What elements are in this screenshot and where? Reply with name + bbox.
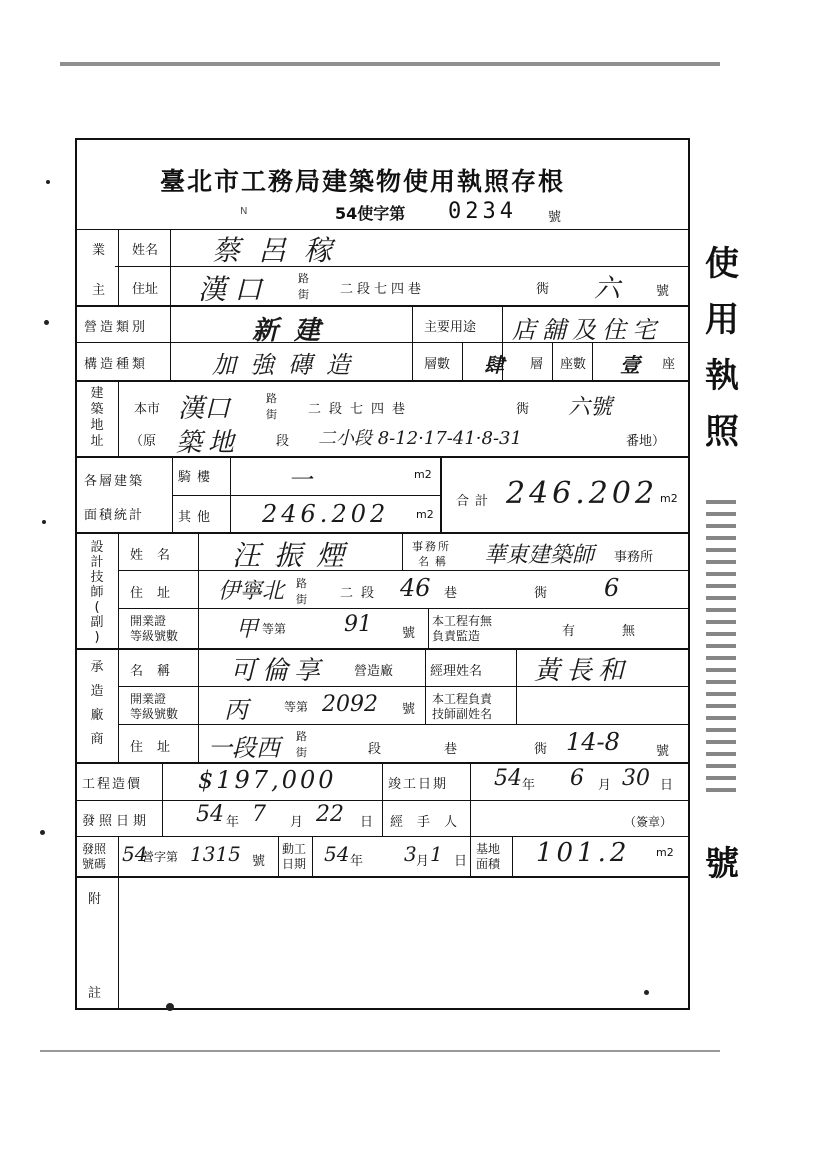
designer-license-number: 91 <box>344 612 372 637</box>
side-stamp-char-3: 執 <box>705 356 739 396</box>
supervise-yes: 有 <box>562 624 576 639</box>
speck <box>644 990 649 995</box>
side-stamp-char-4: 照 <box>705 412 739 452</box>
supervise-label-1: 本工程有無 <box>432 614 493 628</box>
contractor-road-label: 路 <box>296 730 307 743</box>
site-street: 漢口 <box>178 394 231 424</box>
contractor-firm-suffix: 營造廠 <box>354 664 394 679</box>
supervise-label-2: 負責監造 <box>432 629 481 643</box>
owner-street-label: 街 <box>298 288 309 301</box>
site-alley-label: 衖 <box>516 402 530 417</box>
floors-label: 層數 <box>424 357 451 372</box>
site-area-label-1: 基地 <box>476 842 501 856</box>
start-date-label-1: 動工 <box>282 842 307 856</box>
owner-label-1: 業 <box>92 243 106 258</box>
top-edge-noise <box>60 62 720 66</box>
contractor-lane-label: 巷 <box>444 742 458 757</box>
contractor-license-label-1: 開業證 <box>130 692 167 706</box>
arcade-label: 騎樓 <box>178 470 217 485</box>
area-label-1: 各層建築 <box>84 474 145 489</box>
site-area-label-2: 面積 <box>476 857 501 871</box>
completion-month: 6 <box>570 766 584 791</box>
contractor-manager: 黃長和 <box>534 656 631 686</box>
designer-address-street: 伊寧北 <box>218 579 285 604</box>
total-label: 合計 <box>456 494 495 509</box>
floors-value: 肆 <box>484 353 504 377</box>
site-alley-number: 六號 <box>568 395 613 420</box>
site-road-label: 路 <box>266 392 277 405</box>
permit-number-value: 0234 <box>448 199 517 224</box>
issue-month-label: 月 <box>290 815 304 830</box>
speck <box>40 830 45 835</box>
start-month-label: 月 <box>416 854 430 869</box>
owner-label-2: 主 <box>92 283 106 298</box>
issue-year: 54 <box>196 802 224 827</box>
other-label: 其他 <box>178 510 217 525</box>
issue-day-label: 日 <box>360 815 374 830</box>
completion-year: 54 <box>494 766 522 791</box>
designer-license-label-1: 開業證 <box>130 614 167 628</box>
site-original-subsection: 二小段 8-12·17-41·8-31 <box>318 428 522 449</box>
contractor-license-mid: 等第 <box>284 700 309 714</box>
other-value: 246.202 <box>262 500 390 528</box>
contractor-license-grade: 丙 <box>224 696 248 724</box>
owner-name-label: 姓名 <box>132 243 159 258</box>
designer-license-mid: 等第 <box>262 622 287 636</box>
issue-date-label: 發照日期 <box>82 814 151 829</box>
issue-month: 7 <box>252 802 266 827</box>
owner-section-label: 二段七四巷 <box>340 282 426 297</box>
permit-number-suffix-2: 號 <box>252 854 266 869</box>
site-label: 建 築 地 址 <box>90 386 104 449</box>
area-label-2: 面積統計 <box>84 508 145 523</box>
completion-month-label: 月 <box>598 778 612 793</box>
contractor-address-street: 一段西 <box>208 734 280 762</box>
contractor-license-number: 2092 <box>322 692 378 717</box>
start-day-label: 日 <box>454 854 468 869</box>
permit-number-label-1: 發照 <box>82 842 107 856</box>
arcade-value: 一 <box>288 466 312 494</box>
designer-firm-suffix: 事務所 <box>614 550 654 565</box>
owner-alley-label: 衖 <box>536 282 550 297</box>
permit-number-value-2: 1315 <box>190 842 241 866</box>
structure-label: 構造種類 <box>84 357 149 372</box>
designer-lane: 46 <box>400 574 431 602</box>
site-original-section-label: 段 <box>276 434 290 449</box>
start-month: 3 <box>404 842 417 866</box>
owner-address-label: 住址 <box>132 282 159 297</box>
arcade-unit: m2 <box>414 468 432 481</box>
start-day: 1 <box>430 842 443 866</box>
owner-road-label: 路 <box>298 272 309 285</box>
side-stamp-smudge <box>706 500 736 800</box>
owner-number-label: 號 <box>656 284 670 299</box>
cost-label: 工程造價 <box>82 777 143 792</box>
contractor-tech-label-1: 本工程負責 <box>432 692 493 706</box>
designer-alley: 6 <box>604 574 620 602</box>
remarks-label-1: 附 <box>88 892 102 907</box>
speck <box>166 1003 174 1011</box>
designer-alley-label: 衖 <box>534 586 548 601</box>
site-area-value: 101.2 <box>536 838 631 868</box>
side-stamp-char-5: 號 <box>705 844 739 884</box>
build-type-value: 新建 <box>252 316 337 346</box>
blocks-label: 座數 <box>560 357 587 372</box>
contractor-alley-label: 衖 <box>534 742 548 757</box>
designer-license-label-2: 等級號數 <box>130 629 179 643</box>
designer-label: 設 計 技 師 ( 副 ) <box>90 540 104 645</box>
contractor-name-label: 名稱 <box>130 664 185 679</box>
designer-license-grade: 甲 <box>236 617 259 642</box>
designer-firm-label-1: 事務所 <box>412 540 451 553</box>
designer-firm: 華東建築師 <box>484 543 595 568</box>
completion-label: 竣工日期 <box>388 777 449 792</box>
designer-license-suffix: 號 <box>402 626 416 641</box>
contractor-number-label: 號 <box>656 744 670 759</box>
designer-street-label: 街 <box>296 593 307 606</box>
floor-unit: 層 <box>530 357 544 372</box>
remarks-label-2: 註 <box>88 986 102 1001</box>
owner-name: 蔡呂稼 <box>212 234 351 267</box>
site-city-label: 本市 <box>134 402 161 417</box>
speck <box>44 320 49 325</box>
build-type-label: 營造類別 <box>84 320 149 335</box>
issue-year-label: 年 <box>226 815 240 830</box>
contractor-address-label: 住址 <box>130 740 185 755</box>
site-section: 二段七四巷 <box>308 402 414 417</box>
designer-name: 汪振煙 <box>232 539 359 572</box>
permit-number-suffix: 號 <box>548 210 562 225</box>
cost-value: $197,000 <box>198 766 337 794</box>
start-year-label: 年 <box>350 854 364 869</box>
site-area-unit: m2 <box>656 846 674 859</box>
completion-day-label: 日 <box>660 778 674 793</box>
other-unit: m2 <box>416 508 434 521</box>
contractor-street-label: 街 <box>296 746 307 759</box>
contractor-tech-label-2: 技師副姓名 <box>432 707 493 721</box>
contractor-number: 14-8 <box>566 728 620 756</box>
permit-number-prefix: 54使字第 <box>335 204 406 223</box>
start-year: 54 <box>324 842 350 866</box>
blocks-value: 壹 <box>620 353 640 377</box>
completion-day: 30 <box>622 766 650 791</box>
signature-label: （簽章） <box>624 815 673 829</box>
site-original-suffix: 番地） <box>626 434 666 449</box>
document-title: 臺北市工務局建築物使用執照存根 <box>160 167 566 196</box>
main-use-value: 店舖及住宅 <box>512 316 662 344</box>
contractor-section-label: 段 <box>368 742 382 757</box>
site-original-place: 築地 <box>176 428 241 458</box>
completion-year-label: 年 <box>522 778 536 793</box>
site-street-label: 街 <box>266 408 277 421</box>
contractor-manager-label: 經理姓名 <box>430 664 483 679</box>
start-date-label-2: 日期 <box>282 857 307 871</box>
speck <box>46 180 50 184</box>
contractor-label: 承 造 廠 商 <box>90 660 104 747</box>
total-unit: m2 <box>660 492 678 505</box>
main-use-label: 主要用途 <box>424 320 477 335</box>
contractor-license-label-2: 等級號數 <box>130 707 179 721</box>
handler-label: 經手人 <box>390 815 472 830</box>
owner-address-number: 六 <box>594 274 621 304</box>
designer-address-label: 住址 <box>130 586 185 601</box>
permit-number-mid: 營字第 <box>142 850 179 864</box>
supervise-no: 無 <box>622 624 636 639</box>
side-stamp-char-1: 使 <box>705 244 739 284</box>
designer-name-label: 姓名 <box>130 548 185 563</box>
permit-number-year: 54 <box>122 842 148 866</box>
site-original-label: （原 <box>130 434 157 449</box>
contractor-license-suffix: 號 <box>402 702 416 717</box>
designer-section-label: 二段 <box>340 586 383 601</box>
issue-day: 22 <box>316 802 344 827</box>
speck <box>42 520 46 524</box>
bottom-edge-noise <box>40 1050 720 1052</box>
structure-value: 加強磚造 <box>212 351 364 379</box>
side-stamp-char-2: 用 <box>705 300 739 340</box>
designer-lane-label: 巷 <box>444 586 458 601</box>
designer-firm-label-2: 名稱 <box>418 555 452 568</box>
owner-address-street: 漢口 <box>198 273 271 306</box>
contractor-name: 可倫享 <box>230 656 327 686</box>
faint-mark: N <box>240 206 248 217</box>
block-unit: 座 <box>662 357 676 372</box>
permit-number-label-2: 號碼 <box>82 857 107 871</box>
designer-road-label: 路 <box>296 577 307 590</box>
total-value: 246.202 <box>506 476 659 511</box>
